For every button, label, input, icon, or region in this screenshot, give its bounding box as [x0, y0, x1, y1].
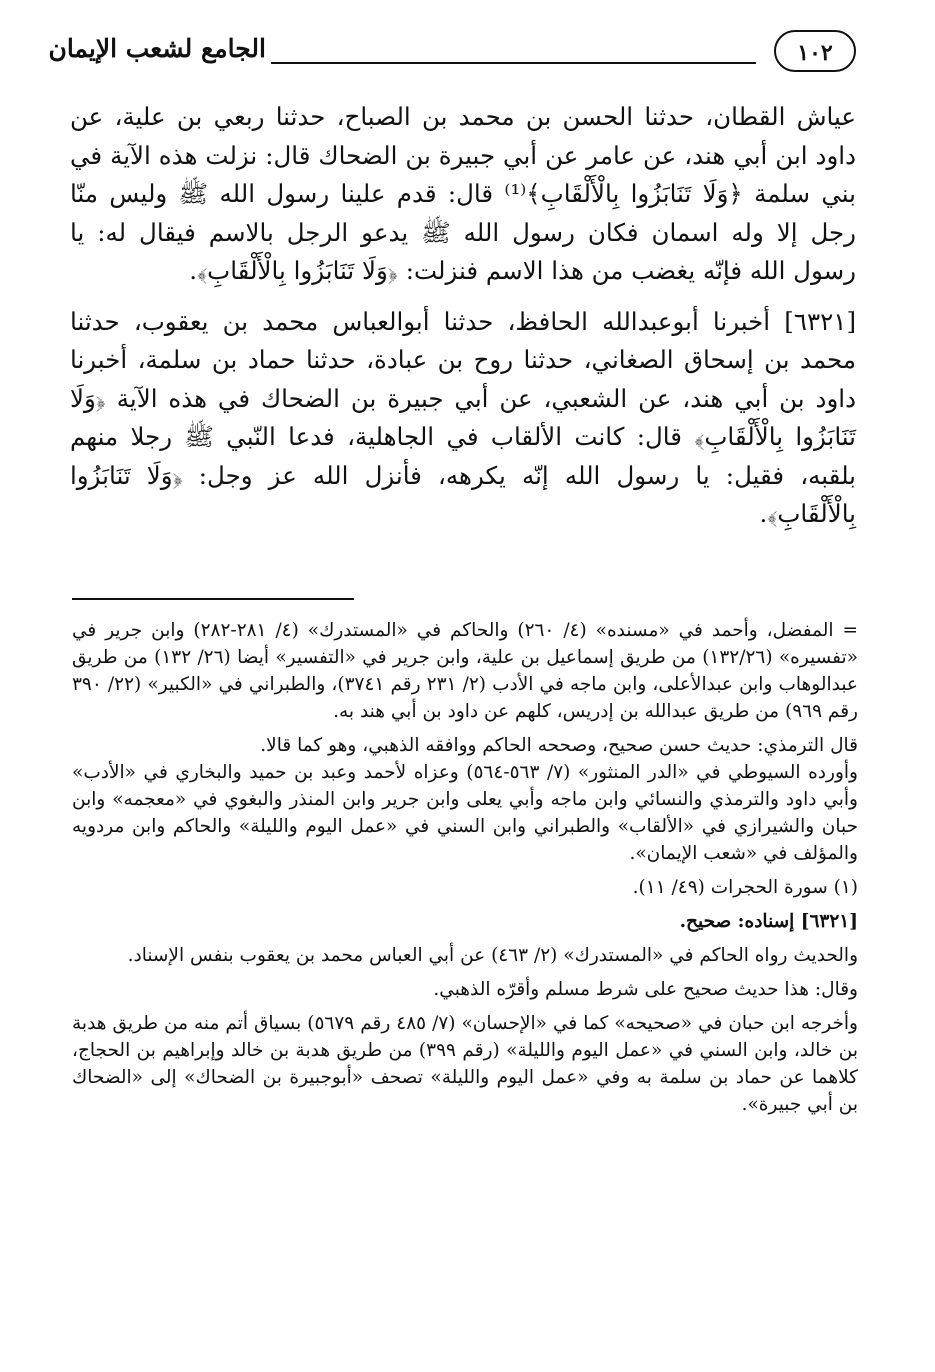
main-text [70, 98, 856, 534]
footnotes [72, 617, 858, 1118]
page-number: ١٠٢ [774, 30, 856, 72]
header-rule [271, 62, 756, 64]
page-header [48, 20, 856, 80]
paragraph-hadith-6321: [٦٣٢١] أخبرنا أبوعبدالله الحافظ، حدثنا أبوالعباس محمد بن يعقوب، حدثنا محمد بن إسحاق الصغاني، حدثنا روح بن عبادة، حدثنا حماد بن سلمة، أخبرنا داود بن أبي هند، عن الشعبي، عن أبي جبيرة بن الضحاك في هذه الآية ﴿وَلَا تَنَابَزُوا بِالْأَلْقَابِ﴾ قال: كانت الألقاب في الجاهلية، فدعا النّبي ﷺ رجلا منهم بلقبه، فقيل: يا رسول الله إنّه يكرهه، فأنزل الله عز وجل: ﴿وَلَا تَنَابَزُوا بِالْأَلْقَابِ﴾. [70, 306, 856, 528]
footnote-ibn-hibban: وأخرجه ابن حبان في «صحيحه» كما في «الإحسان» (٧/ ٤٨٥ رقم ٥٦٧٩) بسياق أتم منه من طريق هدبة بن خالد، وابن السني في «عمل اليوم والليلة» (رقم ٣٩٩) من طريق هدبة بن خالد وإبراهيم بن الحجاج، كلاهما عن حماد بن سلمة به وفي «عمل اليوم والليلة» تصحف «أبوجبيرة بن الضحاك» إلى «الضحاك بن أبي جبيرة». [72, 1013, 858, 1115]
footnote-continuation: = المفضل، وأحمد في «مسنده» (٤/ ٢٦٠) والحاكم في «المستدرك» (٤/ ٢٨١-٢٨٢) وابن جرير في «تفسيره» (١٣٢/٢٦) من طريق إسماعيل بن علية، وابن جرير في «التفسير» أيضا (٢٦/ ١٣٢) من طريق عبدالوهاب وابن عبدالأعلى، وابن ماجه في الأدب (٢/ ٢٣١ رقم ٣٧٤١)، والطبراني في «الكبير» (٢٢/ ٣٩٠ رقم ٩٦٩) من طريق عبدالله بن إدريس، كلهم عن داود بن أبي هند به. [72, 620, 858, 722]
footnote-isnad-grade: [٦٣٢١] إسناده: صحيح. [679, 911, 858, 932]
running-title: الجامع لشعب الإيمان [48, 34, 266, 63]
footnote-tirmidhi: قال الترمذي: حديث حسن صحيح، وصححه الحاكم ووافقه الذهبي، وهو كما قالا. [260, 735, 858, 756]
paragraph-hadith-continuation: عياش القطان، حدثنا الحسن بن محمد بن الصباح، حدثنا ربعي بن علية، عن داود ابن أبي هند، عن عامر عن أبي جبيرة بن الضحاك قال: نزلت هذه الآية في بني سلمة ﴿وَلَا تَنَابَزُوا بِالْأَلْقَابِ﴾⁽¹⁾ قال: قدم علينا رسول الله ﷺ وليس منّا رجل إلا وله اسمان فكان رسول الله ﷺ يدعو الرجل بالاسم فيقال له: يا رسول الله فإنّه يغضب من هذا الاسم فنزلت: ﴿وَلَا تَنَابَزُوا بِالْأَلْقَابِ﴾. [70, 102, 856, 285]
footnote-separator [72, 598, 354, 600]
footnote-surah-reference: (١) سورة الحجرات (٤٩/ ١١). [632, 877, 858, 898]
footnote-hakim: والحديث رواه الحاكم في «المستدرك» (٢/ ٤٦٣) عن أبي العباس محمد بن يعقوب بنفس الإسناد. [127, 945, 858, 966]
footnote-dhahabi: وقال: هذا حديث صحيح على شرط مسلم وأقرّه الذهبي. [433, 979, 858, 1000]
footnote-suyuti: وأورده السيوطي في «الدر المنثور» (٧/ ٥٦٣-٥٦٤) وعزاه لأحمد وعبد بن حميد والبخاري في «الأدب» وأبي داود والترمذي والنسائي وابن ماجه وأبي يعلى وابن جرير وابن المنذر والبغوي في «معجمه» وابن حبان والشيرازي في «الألقاب» والطبراني وابن السني في «عمل اليوم والليلة» والحاكم وابن مردويه والمؤلف في «شعب الإيمان». [72, 762, 858, 864]
